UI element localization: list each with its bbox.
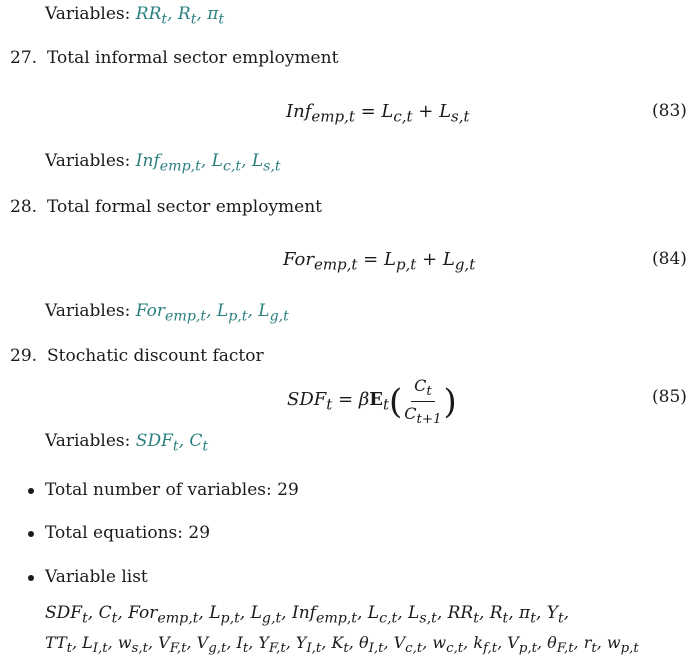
item-number: 28. xyxy=(10,197,38,217)
equation: $For_{emp,t} = L_{p,t} + L_{g,t}$ xyxy=(283,249,476,274)
bullet-text: Variable list xyxy=(45,567,148,587)
variable-list-line: $SDF_t$, $C_t$, For$_{emp,t}$, $L_{p,t}$, $L_{g,t}$, Inf$_{emp,t}$, $L_{c,t}$, $L_{s,t}$, $RR_t$, $R_t$, $\pi_t$, $Y_t$, xyxy=(45,603,570,627)
variables-label: Variables: xyxy=(45,431,131,451)
item-number: 27. xyxy=(10,48,38,68)
bullet-text: Total equations: 29 xyxy=(45,523,211,543)
item-heading xyxy=(10,197,322,217)
item-heading xyxy=(10,48,338,68)
top-variables-row xyxy=(45,4,224,27)
equation: $SDF_t = \beta E_t$ ( $\frac{C_t}{C_{t+1}}$ ) xyxy=(287,376,457,428)
variables-label: Variables: xyxy=(45,301,131,321)
variables-list: Inf$_{emp,t}$, $L_{c,t}$, $L_{s,t}$ xyxy=(135,151,281,175)
variables-row xyxy=(45,151,281,174)
variable-list-line: $TT_t$, $L_{I,t}$, $w_{s,t}$, $V_{F,t}$, $V_{g,t}$, $I_t$, $Y_{F,t}$, $Y_{I,t}$, $K_t$, $\theta_{I,t}$, $V_{c,t}$, $w_{c,t}$, $k_{f,t}$, $V_{p,t}$, $\theta_{F,t}$, $r_t$, $w_{p,t}$ xyxy=(45,633,639,657)
variables-list: $RR_t$, $R_t$, $\pi_t$ xyxy=(135,4,225,28)
variables-label: Variables: xyxy=(45,4,131,24)
variables-list: $SDF_t$, $C_t$ xyxy=(135,431,209,455)
fraction: $\frac{C_t}{C_{t+1}}$ xyxy=(404,376,442,428)
item-number: 29. xyxy=(10,346,38,366)
item-title: Total informal sector employment xyxy=(47,48,339,68)
bullet-dot xyxy=(28,575,34,581)
bullet-text: Total number of variables: 29 xyxy=(45,480,299,500)
bullet-dot xyxy=(28,488,34,494)
bullet-dot xyxy=(28,531,34,537)
equation-number: (83) xyxy=(652,101,687,121)
variables-list: For$_{emp,t}$, $L_{p,t}$, $L_{g,t}$ xyxy=(135,301,289,325)
variables-label: Variables: xyxy=(45,151,131,171)
equation: $Inf_{emp,t} = L_{c,t} + L_{s,t}$ xyxy=(286,101,470,126)
variables-row xyxy=(45,431,208,454)
variables-row xyxy=(45,301,289,324)
equation-number: (84) xyxy=(652,249,687,269)
item-title: Stochatic discount factor xyxy=(47,346,264,366)
item-title: Total formal sector employment xyxy=(47,197,323,217)
equation-number: (85) xyxy=(652,387,687,407)
item-heading xyxy=(10,346,264,366)
